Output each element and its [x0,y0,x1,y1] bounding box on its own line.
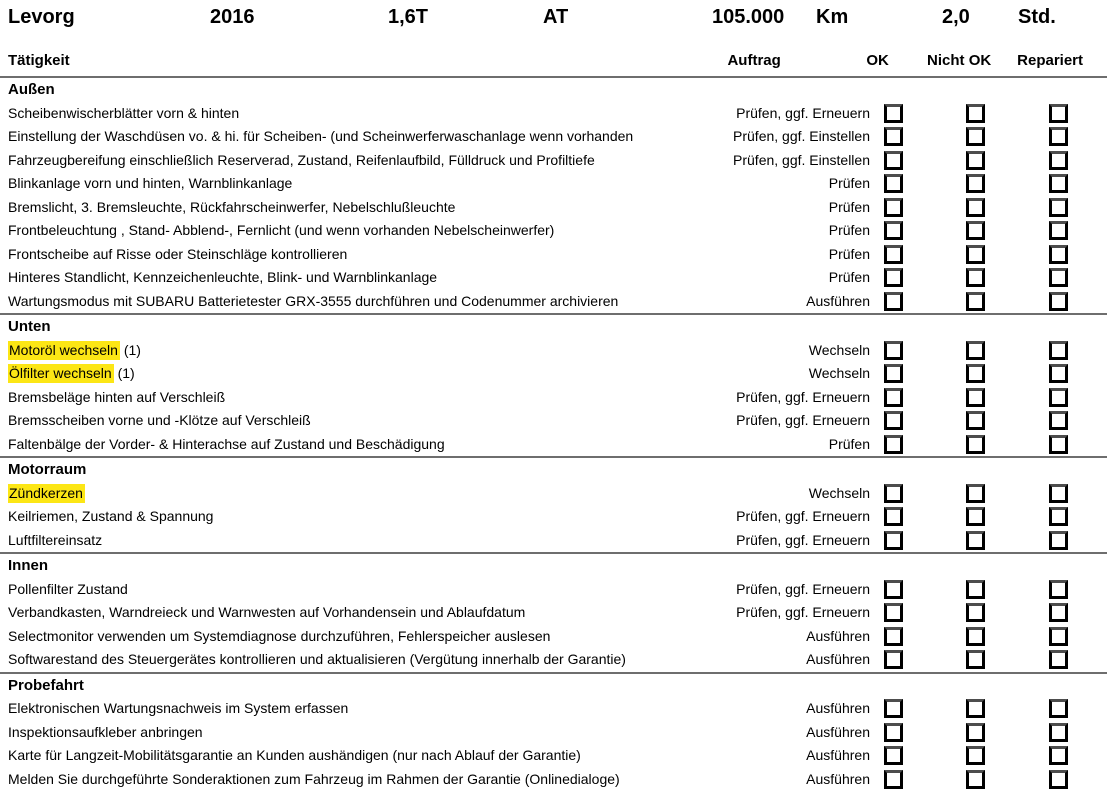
highlighted-text: Ölfilter wechseln [9,365,112,381]
task-label: Scheibenwischerblätter vorn & hinten [8,104,240,121]
table-row [0,339,1107,363]
section-title-probefahrt: Probefahrt [8,676,84,694]
column-header-repariert-label: Repariert [1017,51,1083,69]
table-row [0,149,1107,173]
nicht-ok-checkbox[interactable] [966,627,985,646]
repariert-checkbox[interactable] [1049,435,1068,454]
highlighted-text: Zündkerzen [9,484,83,501]
vehicle-hours-unit: Std. [1018,6,1056,28]
ok-checkbox[interactable] [884,627,903,646]
repariert-checkbox-cell [1033,104,1083,123]
nicht-ok-checkbox-cell [917,746,1033,765]
task-label: Bremsscheiben vorne und -Klötze auf Verschleiß [8,412,311,428]
section-unten [0,313,1107,456]
ok-checkbox-cell [870,603,917,622]
ok-checkbox[interactable] [884,770,903,789]
auftrag-label: Prüfen, ggf. Erneuern [736,580,870,597]
table-row [0,578,1107,602]
vehicle-mileage: 105.000 [712,6,785,28]
ok-checkbox[interactable] [884,723,903,742]
nicht-ok-checkbox-cell [917,127,1033,146]
table-row [0,433,1107,457]
auftrag-label: Wechseln [808,341,870,358]
vehicle-model: Levorg [8,6,75,28]
ok-checkbox[interactable] [884,507,903,526]
auftrag-label: Prüfen, ggf. Erneuern [736,104,870,121]
nicht-ok-checkbox-cell [917,723,1033,742]
task-label: Ölfilter wechseln (1) [9,365,135,381]
ok-checkbox-cell [870,174,917,193]
repariert-checkbox[interactable] [1049,292,1068,311]
ok-checkbox[interactable] [884,151,903,170]
ok-checkbox-cell [870,198,917,217]
repariert-checkbox[interactable] [1049,151,1068,170]
table-row [0,482,1107,506]
auftrag-label: Prüfen [828,269,870,285]
table-row [0,172,1107,196]
nicht-ok-checkbox-cell [917,435,1033,454]
repariert-checkbox[interactable] [1049,580,1068,599]
auftrag-label: Wechseln [808,484,870,501]
task-label: Inspektionsaufkleber anbringen [8,723,203,740]
nicht-ok-checkbox[interactable] [966,411,985,430]
column-header-ok-label: OK [866,51,889,69]
ok-checkbox[interactable] [884,221,903,240]
ok-checkbox[interactable] [884,603,903,622]
table-row [0,219,1107,243]
auftrag-label: Prüfen, ggf. Einstellen [733,128,870,144]
nicht-ok-checkbox[interactable] [966,650,985,669]
column-header-repariert [1017,52,1083,69]
vehicle-engine: 1,6T [388,6,429,28]
nicht-ok-checkbox[interactable] [966,292,985,311]
ok-checkbox[interactable] [884,484,903,503]
repariert-checkbox[interactable] [1049,507,1068,526]
ok-checkbox-cell [870,245,917,264]
auftrag-label: Prüfen, ggf. Erneuern [736,531,870,548]
task-label: Selectmonitor verwenden um Systemdiagnose durchzuführen, Fehlerspeicher auslesen [8,627,551,644]
ok-checkbox-cell [870,221,917,240]
ok-checkbox-cell [870,292,917,311]
repariert-checkbox-cell [1033,174,1083,193]
task-label: Pollenfilter Zustand [8,580,128,597]
task-label: Verbandkasten, Warndreieck und Warnwesten auf Vorhandensein und Ablaufdatum [8,604,526,620]
vehicle-transmission: AT [543,6,569,28]
table-row [0,102,1107,126]
repariert-checkbox[interactable] [1049,364,1068,383]
ok-checkbox-cell [870,507,917,526]
repariert-checkbox-cell [1033,723,1083,742]
repariert-checkbox[interactable] [1049,127,1068,146]
ok-checkbox-cell [870,435,917,454]
repariert-checkbox-cell [1033,531,1083,550]
repariert-checkbox[interactable] [1049,245,1068,264]
vehicle-year: 2016 [210,6,255,28]
section-probefahrt [0,672,1107,791]
table-row [0,362,1107,386]
nicht-ok-checkbox[interactable] [966,221,985,240]
nicht-ok-checkbox[interactable] [966,484,985,503]
ok-checkbox[interactable] [884,699,903,718]
table-row [0,386,1107,410]
repariert-checkbox-cell [1033,580,1083,599]
auftrag-label: Ausführen [806,770,870,787]
auftrag-label: Prüfen, ggf. Erneuern [736,388,870,405]
vehicle-hours: 2,0 [942,6,970,28]
section-motorraum [0,456,1107,552]
repariert-checkbox-cell [1033,198,1083,217]
ok-checkbox[interactable] [884,245,903,264]
ok-checkbox[interactable] [884,411,903,430]
task-label: Motoröl wechseln (1) [9,341,141,358]
task-label: Wartungsmodus mit SUBARU Batterietester GRX-3555 durchführen und Codenummer archivieren [8,292,619,309]
ok-checkbox[interactable] [884,268,903,287]
repariert-checkbox[interactable] [1049,531,1068,550]
nicht-ok-checkbox[interactable] [966,104,985,123]
auftrag-label: Wechseln [808,365,870,381]
column-header-auftrag [654,52,854,69]
repariert-checkbox-cell [1033,603,1083,622]
ok-checkbox[interactable] [884,292,903,311]
nicht-ok-checkbox-cell [917,627,1033,646]
ok-checkbox-cell [870,151,917,170]
nicht-ok-checkbox-cell [917,292,1033,311]
task-label: Fahrzeugbereifung einschließlich Reserverad, Zustand, Reifenlaufbild, Fülldruck und Profiltiefe [8,151,595,168]
nicht-ok-checkbox[interactable] [966,507,985,526]
nicht-ok-checkbox-cell [917,198,1033,217]
column-header-row [0,44,1107,76]
nicht-ok-checkbox-cell [917,580,1033,599]
repariert-checkbox[interactable] [1049,650,1068,669]
ok-checkbox[interactable] [884,174,903,193]
repariert-checkbox[interactable] [1049,104,1068,123]
ok-checkbox-cell [870,531,917,550]
nicht-ok-checkbox-cell [917,531,1033,550]
nicht-ok-checkbox-cell [917,484,1033,503]
nicht-ok-checkbox[interactable] [966,531,985,550]
section-aussen [0,76,1107,313]
ok-checkbox-cell [870,127,917,146]
repariert-checkbox-cell [1033,650,1083,669]
task-label: Frontscheibe auf Risse oder Steinschläge kontrollieren [8,245,348,262]
auftrag-label: Ausführen [806,651,870,667]
ok-checkbox[interactable] [884,650,903,669]
ok-checkbox[interactable] [884,341,903,360]
repariert-checkbox-cell [1033,746,1083,765]
nicht-ok-checkbox-cell [917,770,1033,789]
table-row [0,529,1107,553]
ok-checkbox-cell [870,388,917,407]
repariert-checkbox-cell [1033,484,1083,503]
section-title-aussen: Außen [8,81,55,98]
column-header-task [0,52,654,69]
repariert-checkbox[interactable] [1049,341,1068,360]
vehicle-mileage-unit: Km [816,6,849,28]
column-header-nicht-ok [901,52,1017,69]
repariert-checkbox[interactable] [1049,746,1068,765]
ok-checkbox[interactable] [884,104,903,123]
ok-checkbox-cell [870,484,917,503]
ok-checkbox-cell [870,699,917,718]
repariert-checkbox-cell [1033,268,1083,287]
column-header-task-label: Tätigkeit [8,51,70,69]
nicht-ok-checkbox-cell [917,174,1033,193]
repariert-checkbox-cell [1033,388,1083,407]
ok-checkbox[interactable] [884,127,903,146]
column-header-nicht-ok-label: Nicht OK [927,51,992,69]
task-label: Frontbeleuchtung , Stand- Abblend-, Fernlicht (und wenn vorhanden Nebelscheinwerfer) [8,222,555,238]
nicht-ok-checkbox[interactable] [966,388,985,407]
auftrag-label: Prüfen [828,222,870,238]
repariert-checkbox-cell [1033,151,1083,170]
table-row [0,697,1107,721]
task-label: Elektronischen Wartungsnachweis im System erfassen [8,700,349,716]
repariert-checkbox[interactable] [1049,627,1068,646]
auftrag-label: Prüfen, ggf. Erneuern [736,508,870,524]
ok-checkbox-cell [870,104,917,123]
table-row [0,721,1107,745]
ok-checkbox-cell [870,770,917,789]
table-row [0,505,1107,529]
vehicle-header [0,0,1107,44]
repariert-checkbox-cell [1033,245,1083,264]
repariert-checkbox-cell [1033,127,1083,146]
ok-checkbox[interactable] [884,746,903,765]
table-row [0,744,1107,768]
highlighted-text: Motoröl wechseln [9,341,118,358]
ok-checkbox[interactable] [884,580,903,599]
auftrag-label: Prüfen [828,198,870,215]
task-label: Bremslicht, 3. Bremsleuchte, Rückfahrscheinwerfer, Nebelschlußleuchte [8,198,456,215]
ok-checkbox[interactable] [884,531,903,550]
repariert-checkbox-cell [1033,507,1083,526]
nicht-ok-checkbox-cell [917,603,1033,622]
repariert-checkbox-cell [1033,221,1083,240]
table-row [0,601,1107,625]
repariert-checkbox[interactable] [1049,388,1068,407]
nicht-ok-checkbox[interactable] [966,198,985,217]
nicht-ok-checkbox[interactable] [966,174,985,193]
task-label: Bremsbeläge hinten auf Verschleiß [8,388,226,405]
nicht-ok-checkbox[interactable] [966,341,985,360]
task-label: Softwarestand des Steuergerätes kontrollieren und aktualisieren (Vergütung innerhalb der Garantie) [8,651,626,667]
auftrag-label: Ausführen [806,627,870,644]
nicht-ok-checkbox-cell [917,245,1033,264]
table-row [0,625,1107,649]
ok-checkbox[interactable] [884,198,903,217]
task-label: Einstellung der Waschdüsen vo. & hi. für Scheiben- (und Scheinwerferwaschanlage wenn vorhanden [8,128,634,144]
table-row [0,768,1107,791]
auftrag-label: Ausführen [806,292,870,309]
auftrag-label: Prüfen, ggf. Erneuern [736,604,870,620]
repariert-checkbox[interactable] [1049,603,1068,622]
repariert-checkbox[interactable] [1049,268,1068,287]
repariert-checkbox-cell [1033,770,1083,789]
ok-checkbox-cell [870,723,917,742]
nicht-ok-checkbox-cell [917,151,1033,170]
repariert-checkbox-cell [1033,699,1083,718]
table-row [0,266,1107,290]
nicht-ok-checkbox-cell [917,650,1033,669]
auftrag-label: Prüfen [828,175,870,191]
nicht-ok-checkbox-cell [917,411,1033,430]
ok-checkbox[interactable] [884,388,903,407]
column-header-ok [854,52,901,69]
nicht-ok-checkbox-cell [917,341,1033,360]
task-label: Keilriemen, Zustand & Spannung [8,508,214,524]
repariert-checkbox[interactable] [1049,484,1068,503]
task-label [0,482,670,506]
auftrag-label: Prüfen [828,245,870,262]
table-row [0,125,1107,149]
nicht-ok-checkbox[interactable] [966,151,985,170]
ok-checkbox[interactable] [884,364,903,383]
repariert-checkbox-cell [1033,411,1083,430]
nicht-ok-checkbox[interactable] [966,723,985,742]
auftrag-label: Ausführen [806,723,870,740]
section-title-unten: Unten [8,318,51,335]
task-label: Hinteres Standlicht, Kennzeichenleuchte, Blink- und Warnblinkanlage [8,269,438,285]
table-row [0,409,1107,433]
repariert-checkbox[interactable] [1049,174,1068,193]
nicht-ok-checkbox[interactable] [966,364,985,383]
ok-checkbox-cell [870,580,917,599]
repariert-checkbox[interactable] [1049,770,1068,789]
repariert-checkbox[interactable] [1049,221,1068,240]
nicht-ok-checkbox[interactable] [966,746,985,765]
nicht-ok-checkbox[interactable] [966,580,985,599]
task-label: Melden Sie durchgeführte Sonderaktionen zum Fahrzeug im Rahmen der Garantie (Onlinedialoge) [8,770,620,787]
table-row [0,196,1107,220]
repariert-checkbox[interactable] [1049,723,1068,742]
auftrag-label: Ausführen [806,700,870,716]
table-row [0,648,1107,672]
checklist-sections [0,76,1107,791]
repariert-checkbox-cell [1033,292,1083,311]
ok-checkbox-cell [870,268,917,287]
ok-checkbox-cell [870,341,917,360]
ok-checkbox-cell [870,650,917,669]
task-label: Luftfiltereinsatz [8,531,103,548]
repariert-checkbox-cell [1033,435,1083,454]
auftrag-label: Ausführen [806,747,870,763]
repariert-checkbox[interactable] [1049,699,1068,718]
ok-checkbox-cell [870,364,917,383]
auftrag-label: Prüfen, ggf. Einstellen [733,151,870,168]
table-row [0,243,1107,267]
nicht-ok-checkbox-cell [917,221,1033,240]
ok-checkbox-cell [870,746,917,765]
task-label: Faltenbälge der Vorder- & Hinterachse auf Zustand und Beschädigung [8,435,445,452]
repariert-checkbox-cell [1033,364,1083,383]
nicht-ok-checkbox-cell [917,364,1033,383]
nicht-ok-checkbox[interactable] [966,603,985,622]
auftrag-label: Prüfen [828,435,870,452]
nicht-ok-checkbox[interactable] [966,770,985,789]
nicht-ok-checkbox[interactable] [966,699,985,718]
section-title-motorraum: Motorraum [8,461,87,478]
nicht-ok-checkbox[interactable] [966,127,985,146]
nicht-ok-checkbox-cell [917,699,1033,718]
auftrag-label: Prüfen, ggf. Erneuern [736,412,870,428]
nicht-ok-checkbox-cell [917,507,1033,526]
ok-checkbox-cell [870,627,917,646]
section-title-innen: Innen [8,557,48,574]
nicht-ok-checkbox-cell [917,104,1033,123]
repariert-checkbox[interactable] [1049,411,1068,430]
ok-checkbox-cell [870,411,917,430]
nicht-ok-checkbox[interactable] [966,268,985,287]
repariert-checkbox-cell [1033,627,1083,646]
nicht-ok-checkbox-cell [917,268,1033,287]
ok-checkbox[interactable] [884,435,903,454]
repariert-checkbox-cell [1033,341,1083,360]
nicht-ok-checkbox-cell [917,388,1033,407]
nicht-ok-checkbox[interactable] [966,245,985,264]
column-header-auftrag-label: Auftrag [727,51,781,69]
table-row [0,290,1107,314]
task-label: Karte für Langzeit-Mobilitätsgarantie an Kunden aushändigen (nur nach Ablauf der Garantie) [8,747,581,763]
repariert-checkbox[interactable] [1049,198,1068,217]
nicht-ok-checkbox[interactable] [966,435,985,454]
section-innen [0,552,1107,672]
task-label: Blinkanlage vorn und hinten, Warnblinkanlage [8,175,293,191]
